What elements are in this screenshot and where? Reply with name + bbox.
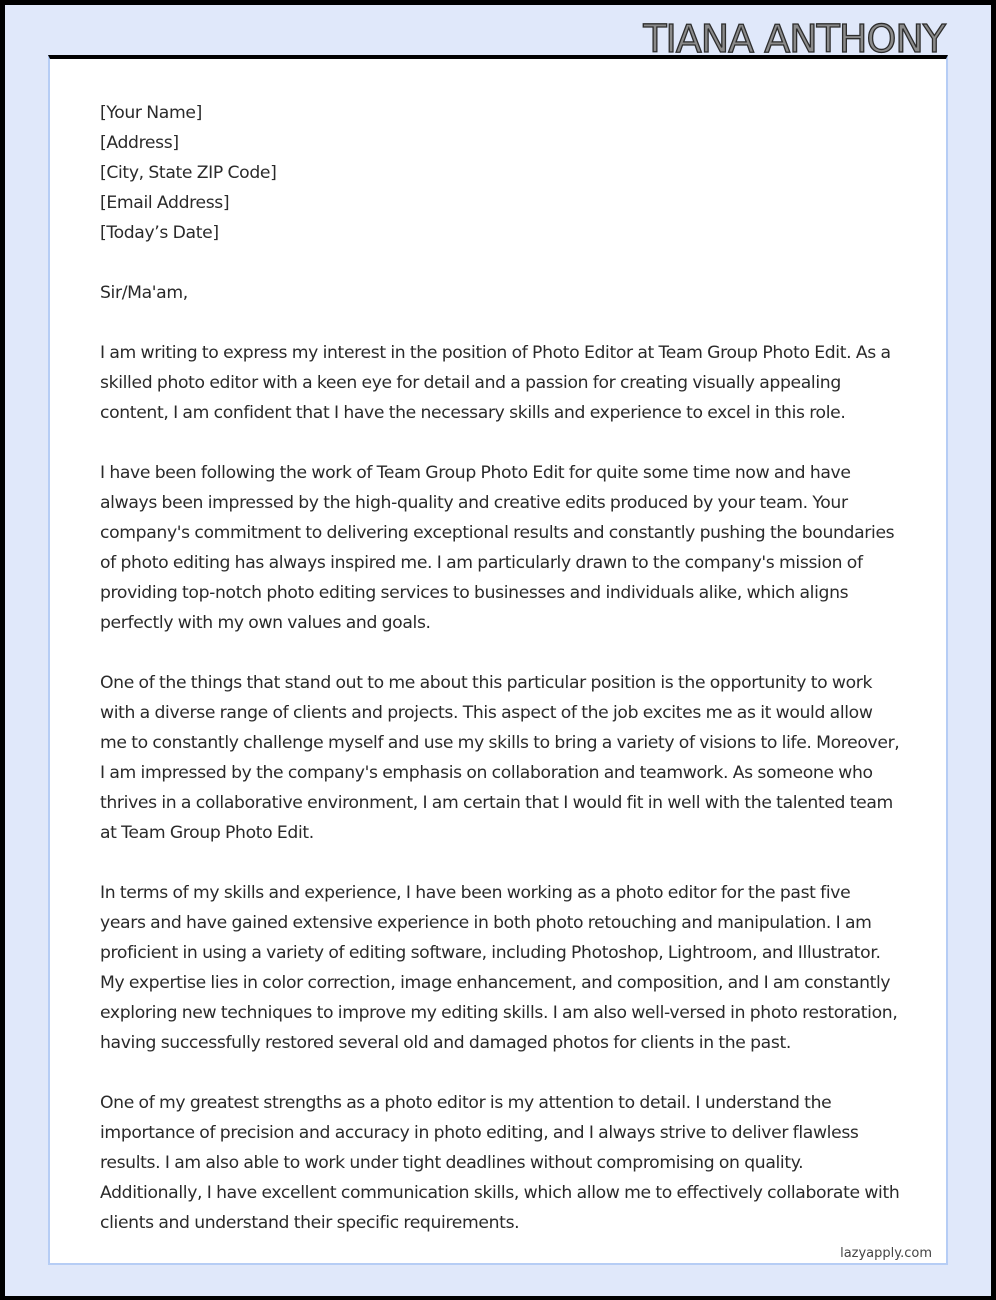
paragraph-strengths: One of my greatest strengths as a photo editor is my attention to detail. I understand the importance of precision and accuracy in photo editing, and I always strive to deliver flawless results. I am also able to work under tight deadlines without compromising on quality. Additionally, I have excellent communication skills, which allow me to effectively collaborate with clients and understand their specific requirements.: [100, 1093, 900, 1233]
watermark-lazyapply: lazyapply.com: [840, 1246, 932, 1261]
paragraph-position-appeal: One of the things that stand out to me about this particular position is the opportunity to work with a diverse range of clients and projects. This aspect of the job excites me as it would allow me to constantly challenge myself and use my skills to bring a variety of visions to life. Moreover, I am impressed by the company's emphasis on collaboration and teamwork. As someone who thrives in a collaborative environment, I am certain that I would fit in well with the talented team at Team Group Photo Edit.: [100, 673, 900, 843]
letter-date: [Today’s Date]: [100, 223, 219, 243]
sender-address-block: [100, 98, 900, 248]
paragraph-skills-experience: In terms of my skills and experience, I have been working as a photo editor for the past five years and have gained extensive experience in both photo retouching and manipulation. I am proficient in using a variety of editing software, including Photoshop, Lightroom, and Illustrator. My expertise lies in color correction, image enhancement, and composition, and I am constantly exploring new techniques to improve my editing skills. I am also well-versed in photo restoration, having successfully restored several old and damaged photos for clients in the past.: [100, 883, 898, 1053]
paragraph-company-interest: I have been following the work of Team Group Photo Edit for quite some time now and have always been impressed by the high-quality and creative edits produced by your team. Your company's commitment to delivering exceptional results and constantly pushing the boundaries of photo editing has always inspired me. I am particularly drawn to the company's mission of providing top-notch photo editing services to businesses and individuals alike, which aligns perfectly with my own values and goals.: [100, 463, 895, 633]
salutation: Sir/Ma'am,: [100, 283, 188, 303]
sender-name: [Your Name]: [100, 103, 202, 123]
applicant-name-header: TIANA ANTHONY: [643, 17, 945, 61]
sender-address: [Address]: [100, 133, 179, 153]
paragraph-intro: I am writing to express my interest in the position of Photo Editor at Team Group Photo Edit. As a skilled photo editor with a keen eye for detail and a passion for creating visually appealing content, I am confident that I have the necessary skills and experience to excel in this role.: [100, 343, 891, 423]
sender-city-state-zip: [City, State ZIP Code]: [100, 163, 277, 183]
sender-email: [Email Address]: [100, 193, 230, 213]
cover-letter-body: [100, 98, 900, 1268]
page-background: [5, 5, 991, 1296]
